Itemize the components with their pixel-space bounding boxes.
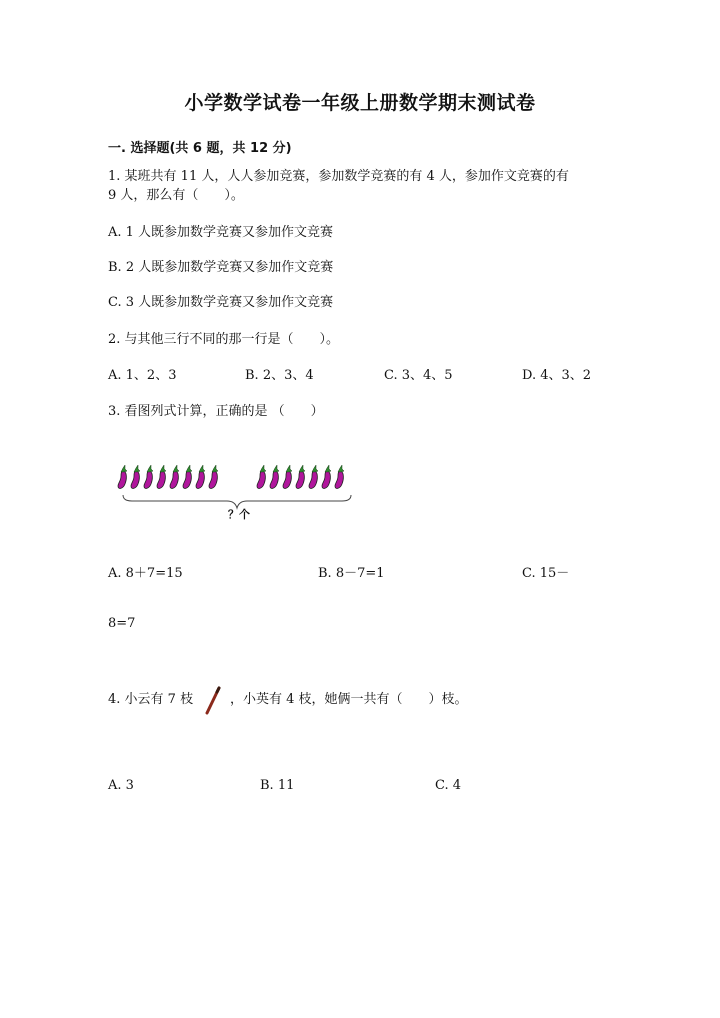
eggplant-group-left xyxy=(117,464,220,490)
q4-stem-after: ，小英有 4 枝，她俩一共有（ ）枝。 xyxy=(230,692,468,707)
eggplant-icon xyxy=(156,464,168,490)
page-title: 小学数学试卷一年级上册数学期末测试卷 xyxy=(184,92,536,114)
q3-option-a: A. 8＋7=15 xyxy=(108,566,183,581)
q3-option-c: C. 15－ xyxy=(522,566,570,581)
q4-option-c: C. 4 xyxy=(435,778,462,793)
eggplant-icon xyxy=(321,464,333,490)
eggplant-icon xyxy=(182,464,194,490)
eggplant-icon xyxy=(334,464,346,490)
eggplant-icon xyxy=(169,464,181,490)
question-label: ？个 xyxy=(228,508,250,521)
q1-stem-line1: 1. 某班共有 11 人，人人参加竞赛，参加数学竞赛的有 4 人，参加作文竞赛的有 xyxy=(108,169,569,184)
eggplant-group-right xyxy=(256,464,346,490)
eggplant-icon xyxy=(269,464,281,490)
q4-option-b: B. 11 xyxy=(260,778,295,793)
eggplant-icon xyxy=(208,464,220,490)
eggplant-icon xyxy=(282,464,294,490)
eggplant-icon xyxy=(130,464,142,490)
section-heading: 一. 选择题(共 6 题，共 12 分) xyxy=(108,141,292,156)
q2-option-b: B. 2、3、4 xyxy=(245,368,314,383)
q3-stem: 3. 看图列式计算，正确的是 （ ） xyxy=(108,404,324,419)
q1-stem-line2: 9 人，那么有（ ）。 xyxy=(108,188,244,203)
eggplant-icon xyxy=(117,464,129,490)
eggplant-icon xyxy=(256,464,268,490)
q3-option-b: B. 8－7=1 xyxy=(318,566,385,581)
q2-option-c: C. 3、4、5 xyxy=(384,368,453,383)
pencil-icon xyxy=(203,686,223,716)
q2-option-d: D. 4、3、2 xyxy=(522,368,592,383)
eggplant-icon xyxy=(195,464,207,490)
eggplant-icon xyxy=(143,464,155,490)
q1-option-c: C. 3 人既参加数学竞赛又参加作文竞赛 xyxy=(108,295,334,310)
q3-option-c-continued: 8=7 xyxy=(108,616,136,631)
q4-option-a: A. 3 xyxy=(108,778,134,793)
q2-option-a: A. 1、2、3 xyxy=(108,368,177,383)
q1-option-b: B. 2 人既参加数学竞赛又参加作文竞赛 xyxy=(108,260,334,275)
q1-option-a: A. 1 人既参加数学竞赛又参加作文竞赛 xyxy=(108,225,334,240)
eggplant-icon xyxy=(308,464,320,490)
q2-stem: 2. 与其他三行不同的那一行是（ ）。 xyxy=(108,332,340,347)
q4-stem-before: 4. 小云有 7 枝 xyxy=(108,692,194,707)
eggplant-icon xyxy=(295,464,307,490)
